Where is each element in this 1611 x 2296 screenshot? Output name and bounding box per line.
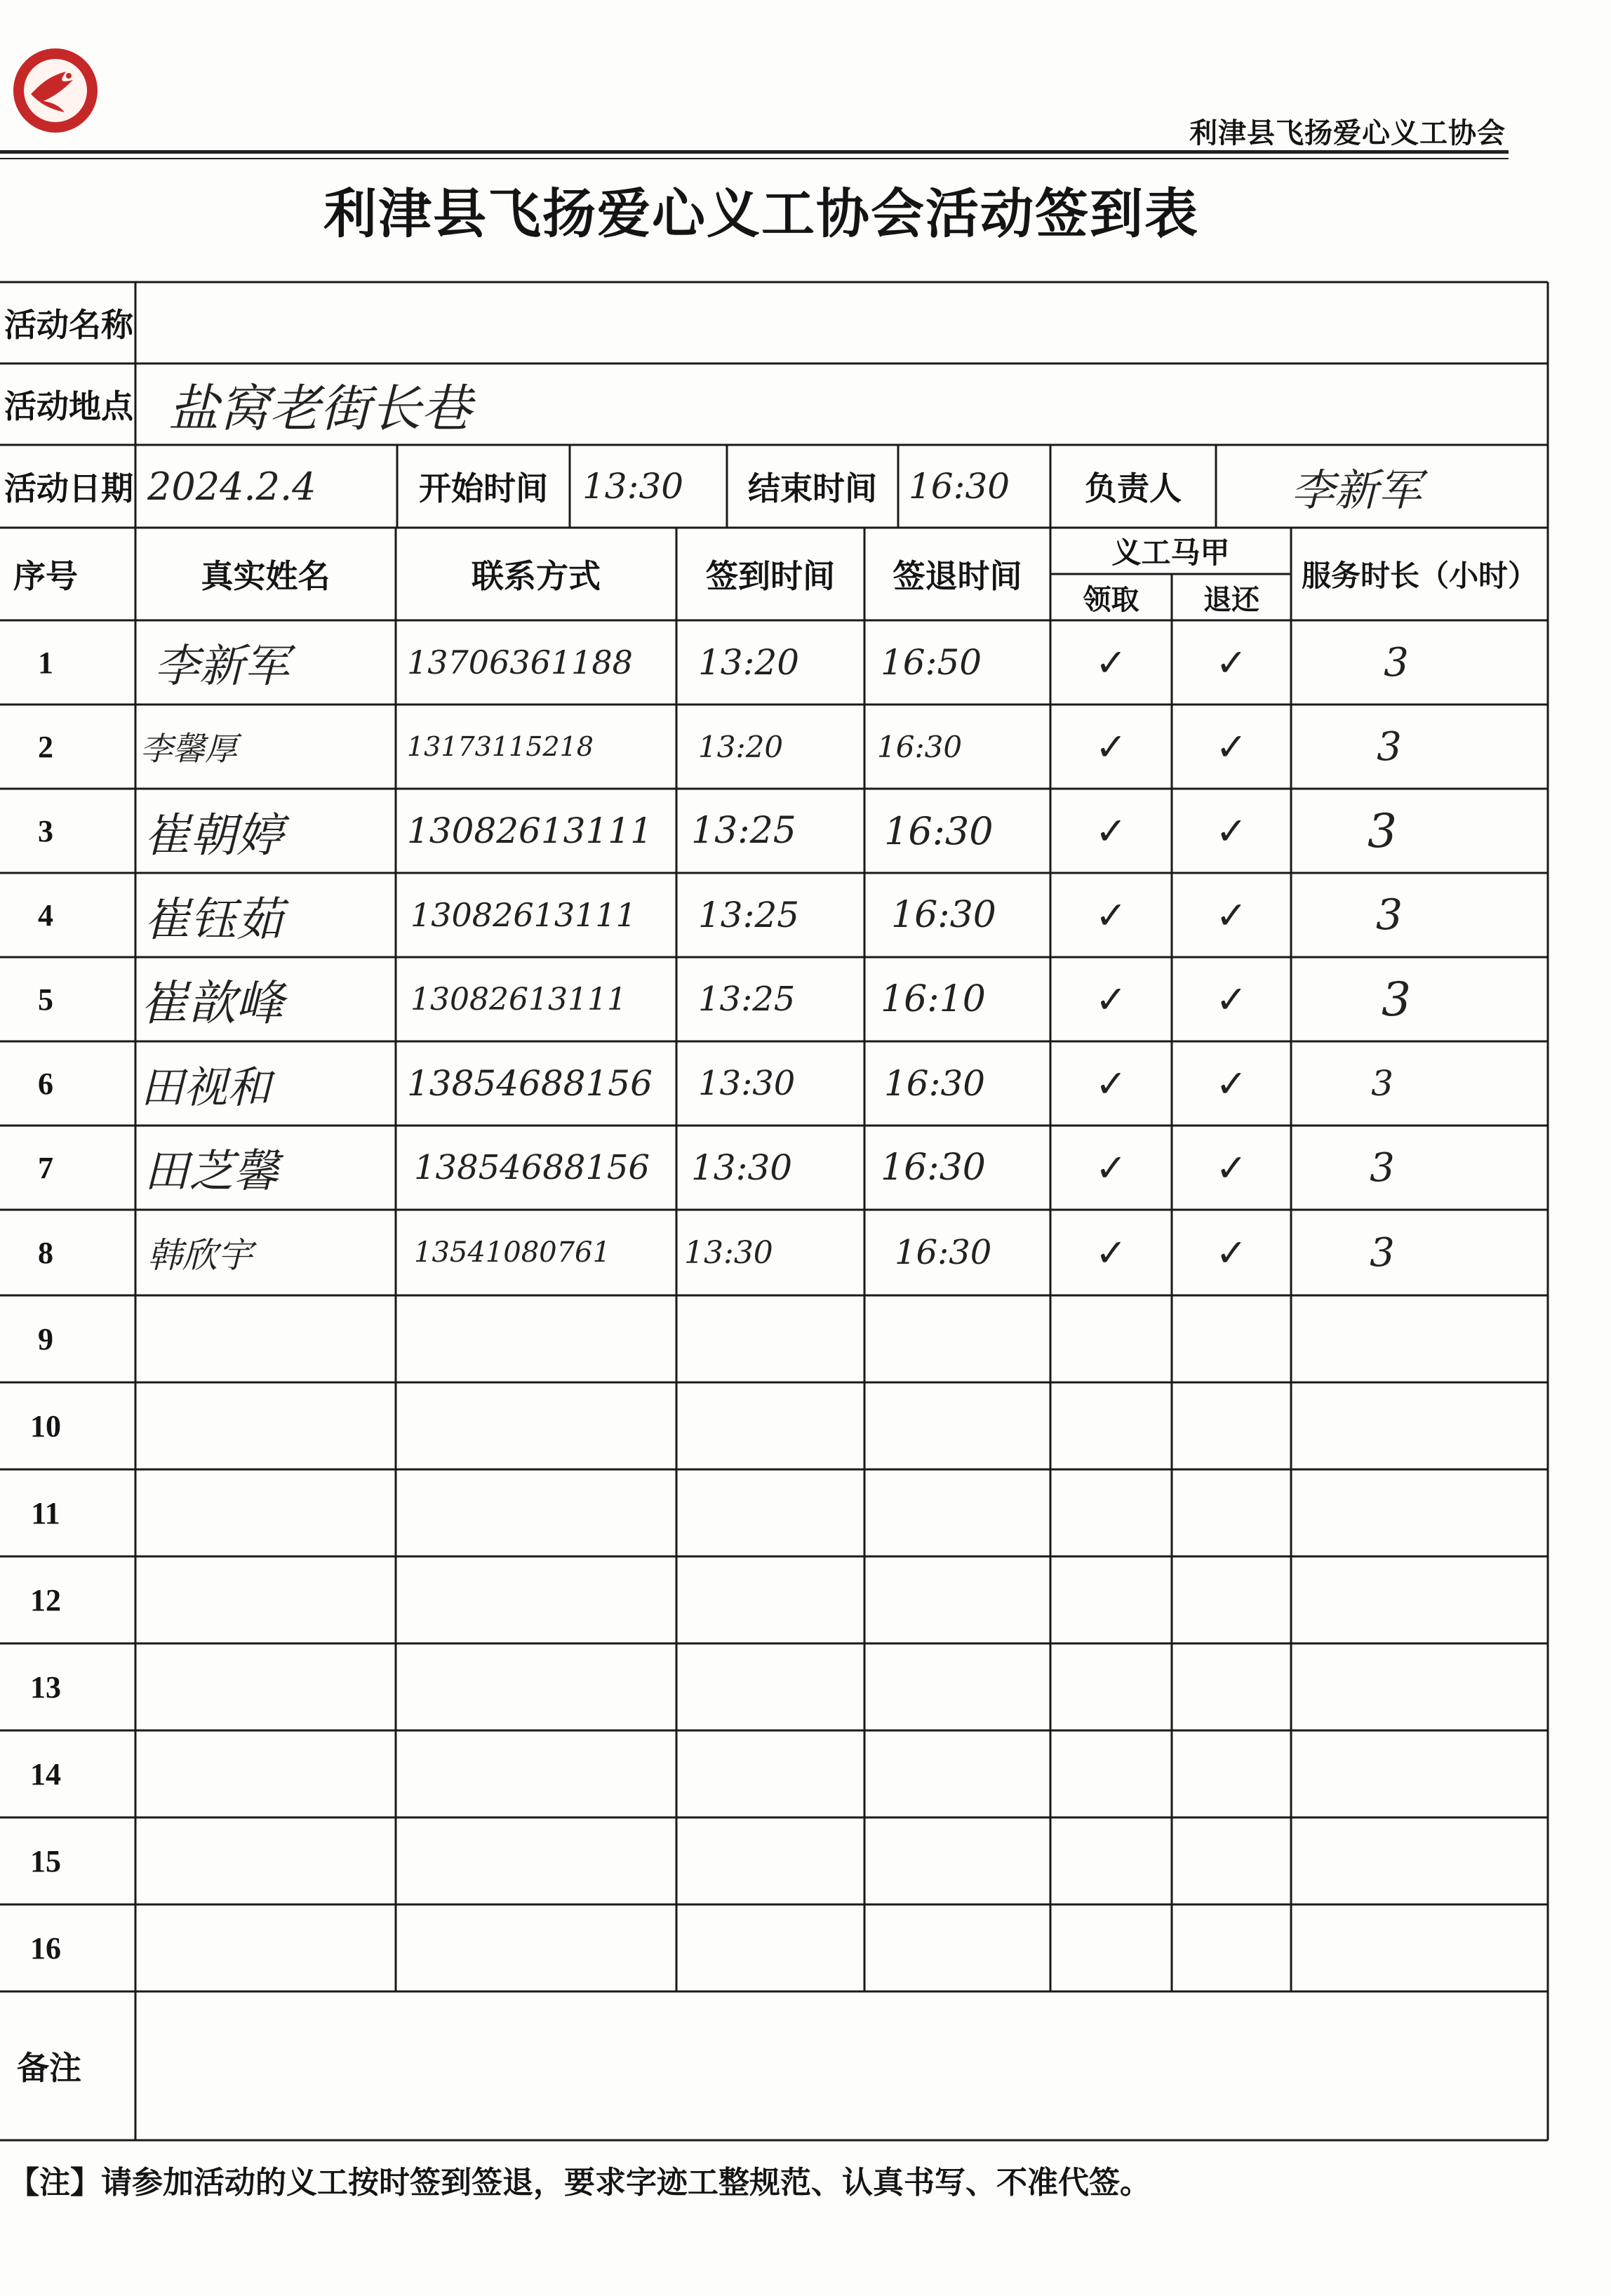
row-vest-take-check: ✓: [1095, 724, 1128, 769]
row-sign-out: 16:30: [895, 1233, 992, 1272]
row-name: 田视和: [140, 1061, 272, 1113]
row-sign-out: 16:30: [891, 894, 996, 936]
row-vest-take-check: ✓: [1095, 640, 1128, 685]
row-vest-return-check: ✓: [1215, 1230, 1248, 1275]
row-vest-take-check: ✓: [1095, 893, 1128, 937]
row-name: 崔朝婷: [144, 808, 283, 862]
col-header-sign-out: 签退时间: [893, 557, 1022, 595]
activity-place-value: 盐窝老街长巷: [168, 379, 472, 438]
row-contact: 13082613111: [410, 981, 627, 1017]
row-sign-out: 16:50: [881, 642, 982, 683]
row-hours: 3: [1370, 1144, 1395, 1191]
footer-note: 【注】请参加活动的义工按时签到签退，要求字迹工整规范、认真书写、不准代签。: [8, 2165, 1151, 2201]
start-time-value: 13:30: [582, 466, 684, 507]
row-sign-in: 13:25: [698, 895, 800, 935]
row-seq-12: 12: [30, 1582, 61, 1617]
row-name: 崔钰茹: [144, 892, 283, 947]
remarks-label: 备注: [17, 2049, 81, 2087]
row-sign-in: 13:30: [691, 1147, 793, 1188]
row-hours: 3: [1368, 803, 1397, 858]
row-sign-in: 13:20: [698, 729, 784, 764]
row-name: 崔歆峰: [140, 975, 284, 1032]
row-name: 李新军: [154, 641, 289, 693]
row-sign-in: 13:30: [684, 1234, 773, 1271]
row-seq: 8: [38, 1235, 53, 1270]
row-contact: 13173115218: [407, 731, 594, 762]
row-contact: 13082613111: [410, 896, 636, 934]
row-contact: 13082613111: [407, 810, 653, 851]
row-seq: 1: [38, 645, 53, 680]
col-header-vest-take: 领取: [1083, 583, 1139, 616]
activity-name-value: [154, 282, 1530, 363]
start-time-label: 开始时间: [419, 469, 548, 507]
person-in-charge-label: 负责人: [1085, 469, 1182, 507]
activity-place-label: 活动地点: [4, 387, 133, 425]
row-hours: 3: [1370, 1229, 1395, 1276]
row-contact: 13854688156: [414, 1148, 650, 1187]
row-name: 韩欣宇: [147, 1235, 253, 1276]
row-vest-take-check: ✓: [1095, 1061, 1128, 1106]
row-hours: 3: [1371, 1063, 1393, 1104]
col-header-contact: 联系方式: [472, 557, 601, 595]
row-vest-take-check: ✓: [1095, 1145, 1128, 1190]
row-vest-return-check: ✓: [1215, 724, 1248, 769]
col-header-vest-return: 退还: [1203, 583, 1259, 616]
row-seq-10: 10: [30, 1408, 61, 1443]
row-vest-return-check: ✓: [1215, 808, 1248, 853]
row-vest-return-check: ✓: [1215, 1145, 1248, 1190]
activity-date-label: 活动日期: [4, 469, 133, 507]
row-seq-15: 15: [30, 1843, 61, 1878]
remarks-value: [154, 1991, 1530, 2140]
row-contact: 13706361188: [407, 643, 633, 681]
row-seq-11: 11: [31, 1495, 60, 1530]
row-vest-return-check: ✓: [1215, 893, 1248, 937]
col-header-seq: 序号: [13, 557, 78, 595]
row-sign-in: 13:25: [698, 980, 796, 1019]
row-seq: 7: [38, 1150, 53, 1185]
row-seq-14: 14: [30, 1756, 61, 1791]
row-sign-in: 13:30: [698, 1064, 796, 1103]
row-name: 李馨厚: [140, 730, 237, 768]
col-header-hours: 服务时长（小时）: [1301, 559, 1537, 593]
end-time-label: 结束时间: [748, 469, 877, 507]
row-vest-return-check: ✓: [1215, 977, 1248, 1022]
row-seq: 3: [38, 813, 53, 848]
row-seq-16: 16: [30, 1930, 61, 1965]
col-header-name: 真实姓名: [201, 557, 330, 595]
col-header-vest: 义工马甲: [1111, 535, 1230, 570]
row-vest-return-check: ✓: [1215, 640, 1248, 685]
row-vest-return-check: ✓: [1215, 1061, 1248, 1106]
row-sign-in: 13:20: [698, 642, 800, 683]
row-sign-out: 16:30: [884, 1063, 986, 1104]
row-sign-out: 16:30: [881, 1147, 986, 1189]
activity-date-value: 2024.2.4: [147, 464, 316, 509]
row-seq-9: 9: [38, 1321, 53, 1356]
end-time-value: 16:30: [909, 466, 1010, 507]
row-name: 田芝馨: [144, 1146, 279, 1198]
row-vest-take-check: ✓: [1095, 1230, 1128, 1275]
row-hours: 3: [1377, 723, 1402, 770]
person-in-charge-value: 李新军: [1290, 464, 1422, 516]
row-sign-in: 13:25: [691, 810, 796, 852]
row-seq: 5: [38, 982, 53, 1017]
row-contact: 13541080761: [414, 1236, 610, 1269]
row-seq: 2: [38, 729, 53, 764]
row-hours: 3: [1375, 890, 1403, 940]
org-header-name: 利津县飞扬爱心义工协会: [1189, 117, 1506, 149]
row-sign-out: 16:30: [877, 729, 963, 764]
activity-name-label: 活动名称: [4, 306, 133, 344]
page-title: 利津县飞扬爱心义工协会活动签到表: [323, 182, 1199, 245]
row-hours: 3: [1384, 639, 1409, 686]
row-vest-take-check: ✓: [1095, 977, 1128, 1022]
row-sign-out: 16:10: [881, 978, 986, 1020]
row-hours: 3: [1382, 972, 1411, 1027]
row-seq: 4: [38, 897, 53, 933]
row-vest-take-check: ✓: [1095, 808, 1128, 853]
row-sign-out: 16:30: [884, 808, 994, 853]
row-contact: 13854688156: [407, 1063, 653, 1104]
col-header-sign-in: 签到时间: [706, 557, 835, 595]
row-seq: 6: [38, 1066, 53, 1101]
row-seq-13: 13: [30, 1669, 61, 1704]
